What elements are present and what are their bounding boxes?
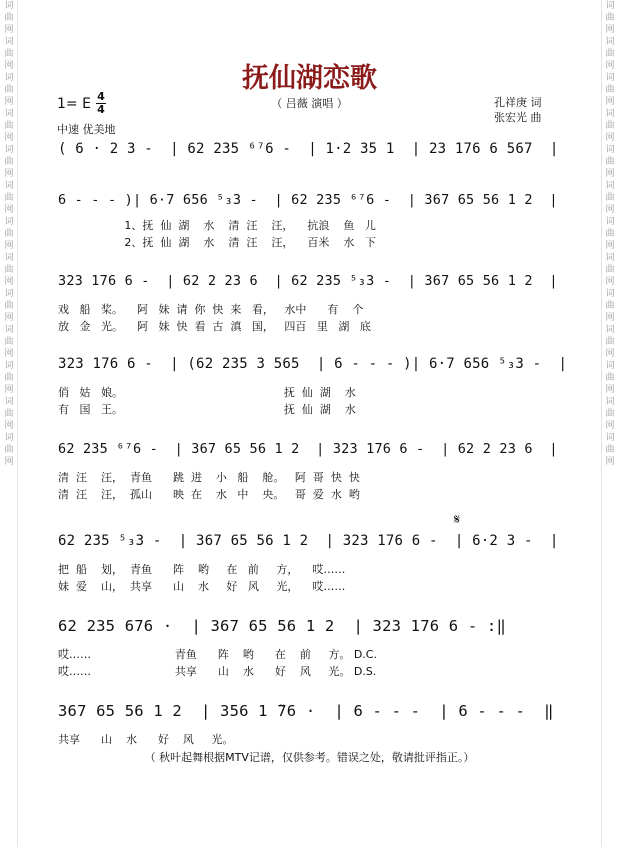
lyrics-line-2-verse2: 2、抚 仙 湖 水 清 汪 汪， 百米 水 下	[58, 236, 376, 249]
lyrics-line-6-verse1: 把 船 划， 青鱼 阵 哟 在 前 方， 哎……	[58, 563, 346, 576]
music-line-7: 62 235 676 · | 367 65 56 1 2 | 323 176 6 - :‖	[58, 617, 506, 635]
music-line-4: 323 176 6 - | (62 235 3 565 | 6 - - - )| 6·7 656 ⁵₃3 - |	[58, 356, 568, 372]
music-line-8: 367 65 56 1 2 | 356 1 ̃76 · | 6 - - - | 6 - - - ‖	[58, 702, 554, 720]
time-signature	[96, 92, 106, 115]
music-line-6: 62 235 ⁵₃3 - | 367 65 56 1 2 | 323 176 6 - | 6·2 3 - |	[58, 533, 559, 549]
footer-note: （ 秋叶起舞根据MTV记谱，仅供参考。错误之处，敬请批评指正。）	[144, 751, 475, 764]
lyrics-line-5-verse1: 清 汪 汪， 青鱼 跳 进 小 船 舱。 阿 哥 快 快	[58, 471, 360, 484]
lyrics-line-5-verse2: 清 汪 汪， 孤山 映 在 水 中 央。 哥 爱 水 哟	[58, 488, 360, 501]
lyrics-line-3-verse2: 放 金 光。 阿 妹 快 看 古 滇 国， 四百 里 湖 底	[58, 320, 371, 333]
music-line-2: 6 - - - )| 6·7 656 ⁵₃3 - | 62 235 ⁶⁷6 - | 367 65 56 1 2 |	[58, 192, 558, 208]
song-title: 抚仙湖恋歌	[242, 63, 377, 94]
time-signature-bottom: 4	[97, 103, 105, 116]
lyrics-line-7-verse2: 哎…… 共享 山 水 好 风 光。 D.S.	[58, 665, 377, 678]
lyrics-line-4-verse1: 俏 姑 娘。 抚 仙 湖 水	[58, 386, 356, 399]
lyrics-line-6-verse2: 妹 爱 山， 共享 山 水 好 风 光， 哎……	[58, 580, 346, 593]
segno-sign: 𝄋	[454, 512, 461, 528]
music-line-3: 323 176 6 - | 62 2 23 6 | 62 235 ⁵₃3 - | 367 65 56 1 2 |	[58, 273, 558, 289]
watermark-right: 词曲网词曲网词曲网词曲网词曲网词曲网词曲网词曲网词曲网词曲网词曲网词曲网词曲网	[605, 1, 615, 467]
right-margin-line	[601, 0, 602, 847]
left-margin-line	[17, 0, 18, 847]
watermark-left: 词曲网词曲网词曲网词曲网词曲网词曲网词曲网词曲网词曲网词曲网词曲网词曲网词曲网	[4, 1, 14, 467]
tempo-marking: 中速 优美地	[57, 123, 116, 136]
lyrics-line-4-verse2: 有 国 王。 抚 仙 湖 水	[58, 403, 356, 416]
lyricist-credit: 孔祥庚 词	[494, 96, 542, 109]
lyrics-line-7-verse1: 哎…… 青鱼 阵 哟 在 前 方。 D.C.	[58, 648, 377, 661]
music-line-1: ( 6 · 2 3 - | 62 235 ⁶⁷6 - | 1·2 35 1 | 23 176 6 567 |	[58, 141, 559, 157]
lyrics-line-2-verse1: 1、抚 仙 湖 水 清 汪 汪， 抗浪 鱼 儿	[58, 219, 376, 232]
lyrics-line-3-verse1: 戏 船 桨。 阿 妹 请 你 快 来 看， 水中 有 个	[58, 303, 364, 316]
singer-credit: （ 吕薇 演唱 ）	[271, 97, 348, 110]
key-signature: 1= E	[57, 96, 91, 112]
lyrics-line-8-verse1: 共享 山 水 好 风 光。	[58, 733, 234, 746]
time-signature-top: 4	[97, 90, 105, 103]
music-line-5: 62 235 ⁶⁷6 - | 367 65 56 1 2 | 323 176 6 - | 62 2 23 6 |	[58, 441, 558, 457]
composer-credit: 张宏光 曲	[494, 111, 542, 124]
